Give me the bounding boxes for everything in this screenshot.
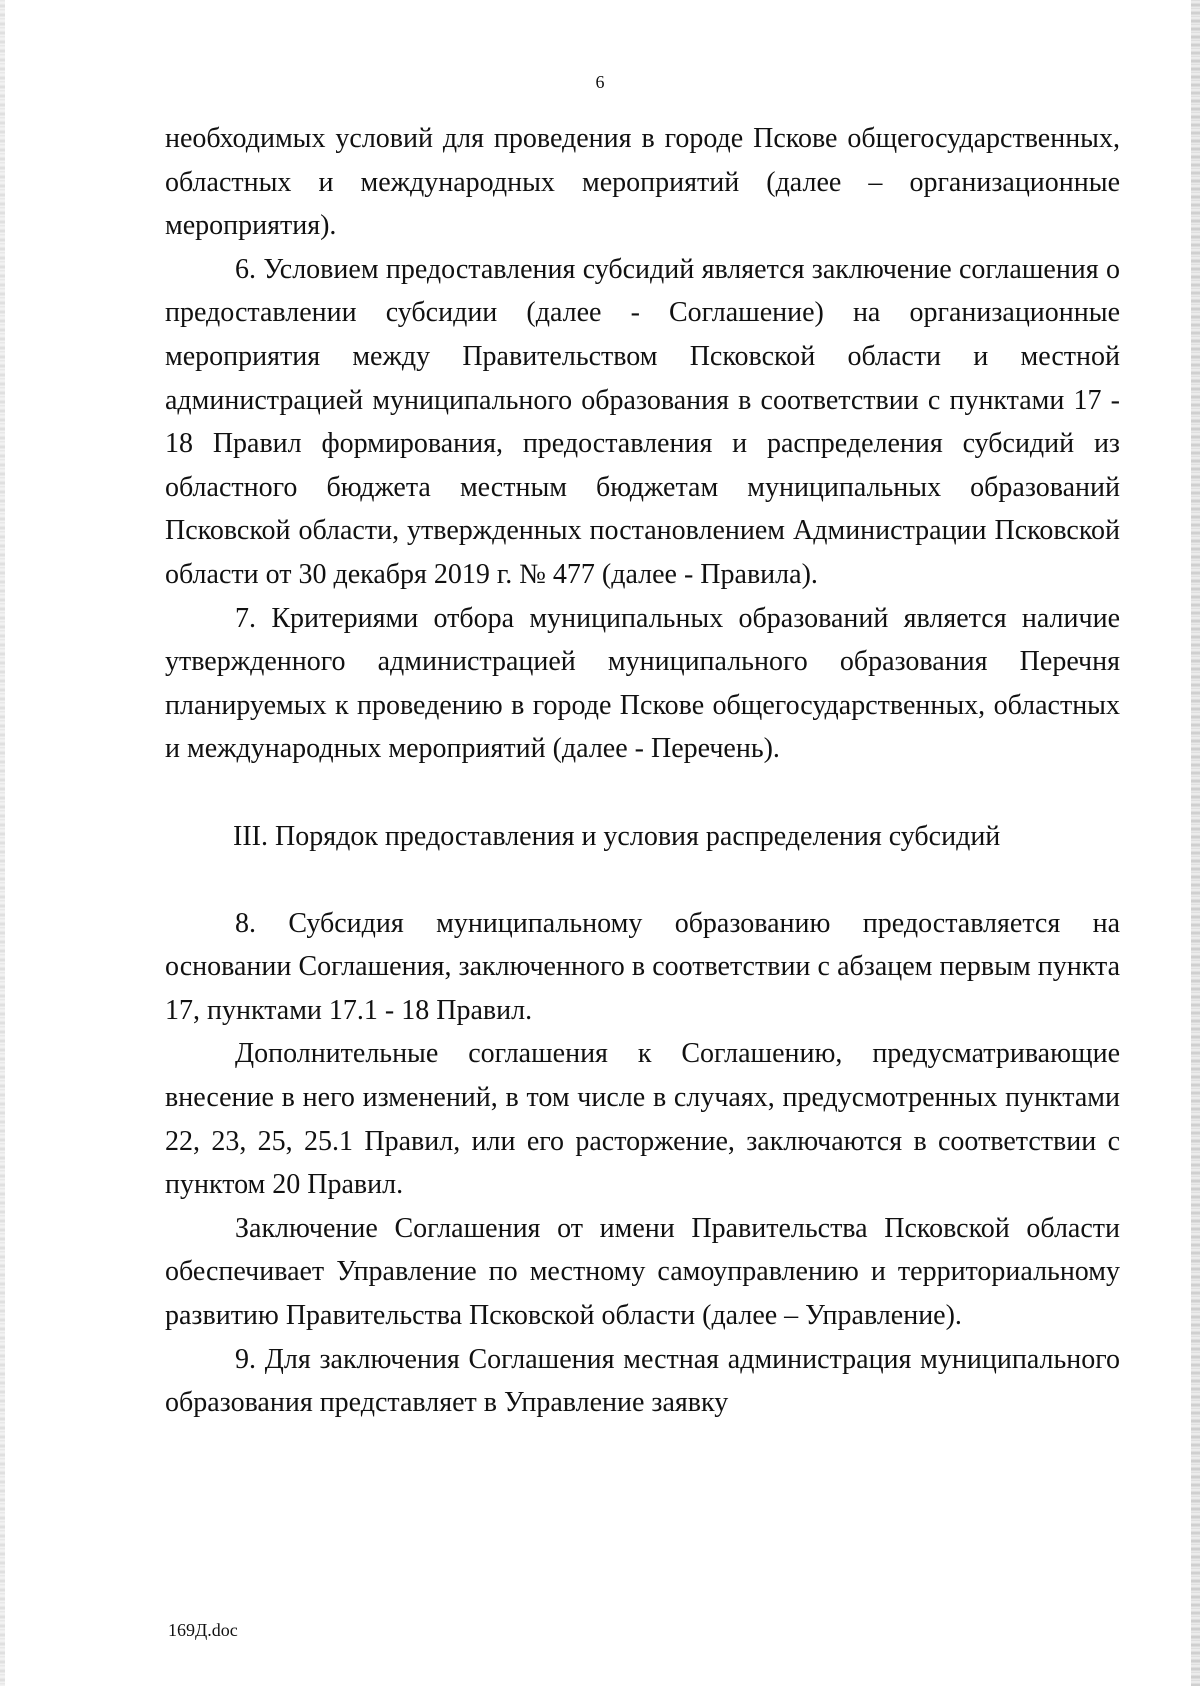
paragraph-continuation: необходимых условий для проведения в городе Пскове общегосударственных, областных и международных мероприятий (далее – организационные мероприятия). bbox=[165, 123, 1120, 242]
footer-filename: 169Д.doc bbox=[168, 1620, 238, 1640]
paragraph-additional-agreements: Дополнительные соглашения к Соглашению, предусматривающие внесение в него изменений, в том числе в случаях, предусмотренных пунктами 22, 23, 25, 25.1 Правил, или его расторжение, заключаются в соответствии с пунктом 20 Правил. bbox=[165, 1038, 1120, 1201]
paragraph-item-8: 8. Субсидия муниципальному образованию предоставляется на основании Соглашения, заключенного в соответствии с абзацем первым пункта 17, пунктами 17.1 - 18 Правил. bbox=[165, 907, 1120, 1026]
page-number: 6 bbox=[595, 72, 605, 92]
paragraph-item-9: 9. Для заключения Соглашения местная администрация муниципального образования представляет в Управление заявку bbox=[165, 1343, 1120, 1419]
paragraph-agreement-conclusion: Заключение Соглашения от имени Правительства Псковской области обеспечивает Управление по местному самоуправлению и территориальному развитию Правительства Псковской области (далее – Управление). bbox=[165, 1212, 1120, 1332]
section-heading: III. Порядок предоставления и условия распределения субсидий bbox=[233, 820, 1001, 852]
scan-edge-right bbox=[1191, 0, 1200, 1686]
paragraph-item-7: 7. Критериями отбора муниципальных образований является наличие утвержденного администрацией муниципального образования Перечня планируемых к проведению в городе Пскове общегосударственных, областных и международных мероприятий (далее - Перечень). bbox=[165, 602, 1120, 765]
paragraph-item-6: 6. Условием предоставления субсидий является заключение соглашения о предоставлении субсидии (далее - Соглашение) на организационные мероприятия между Правительством Псковской области и местной администрацией муниципального образования в соответствии с пунктами 17 - 18 Правил формирования, предоставления и распределения субсидий из областного бюджета местным бюджетам муниципальных образований Псковской области, утвержденных постановлением Администрации Псковской области от 30 декабря 2019 г. № 477 (далее - Правила). bbox=[165, 253, 1120, 590]
scan-edge-left bbox=[0, 0, 5, 1686]
document-body bbox=[165, 117, 1120, 1425]
